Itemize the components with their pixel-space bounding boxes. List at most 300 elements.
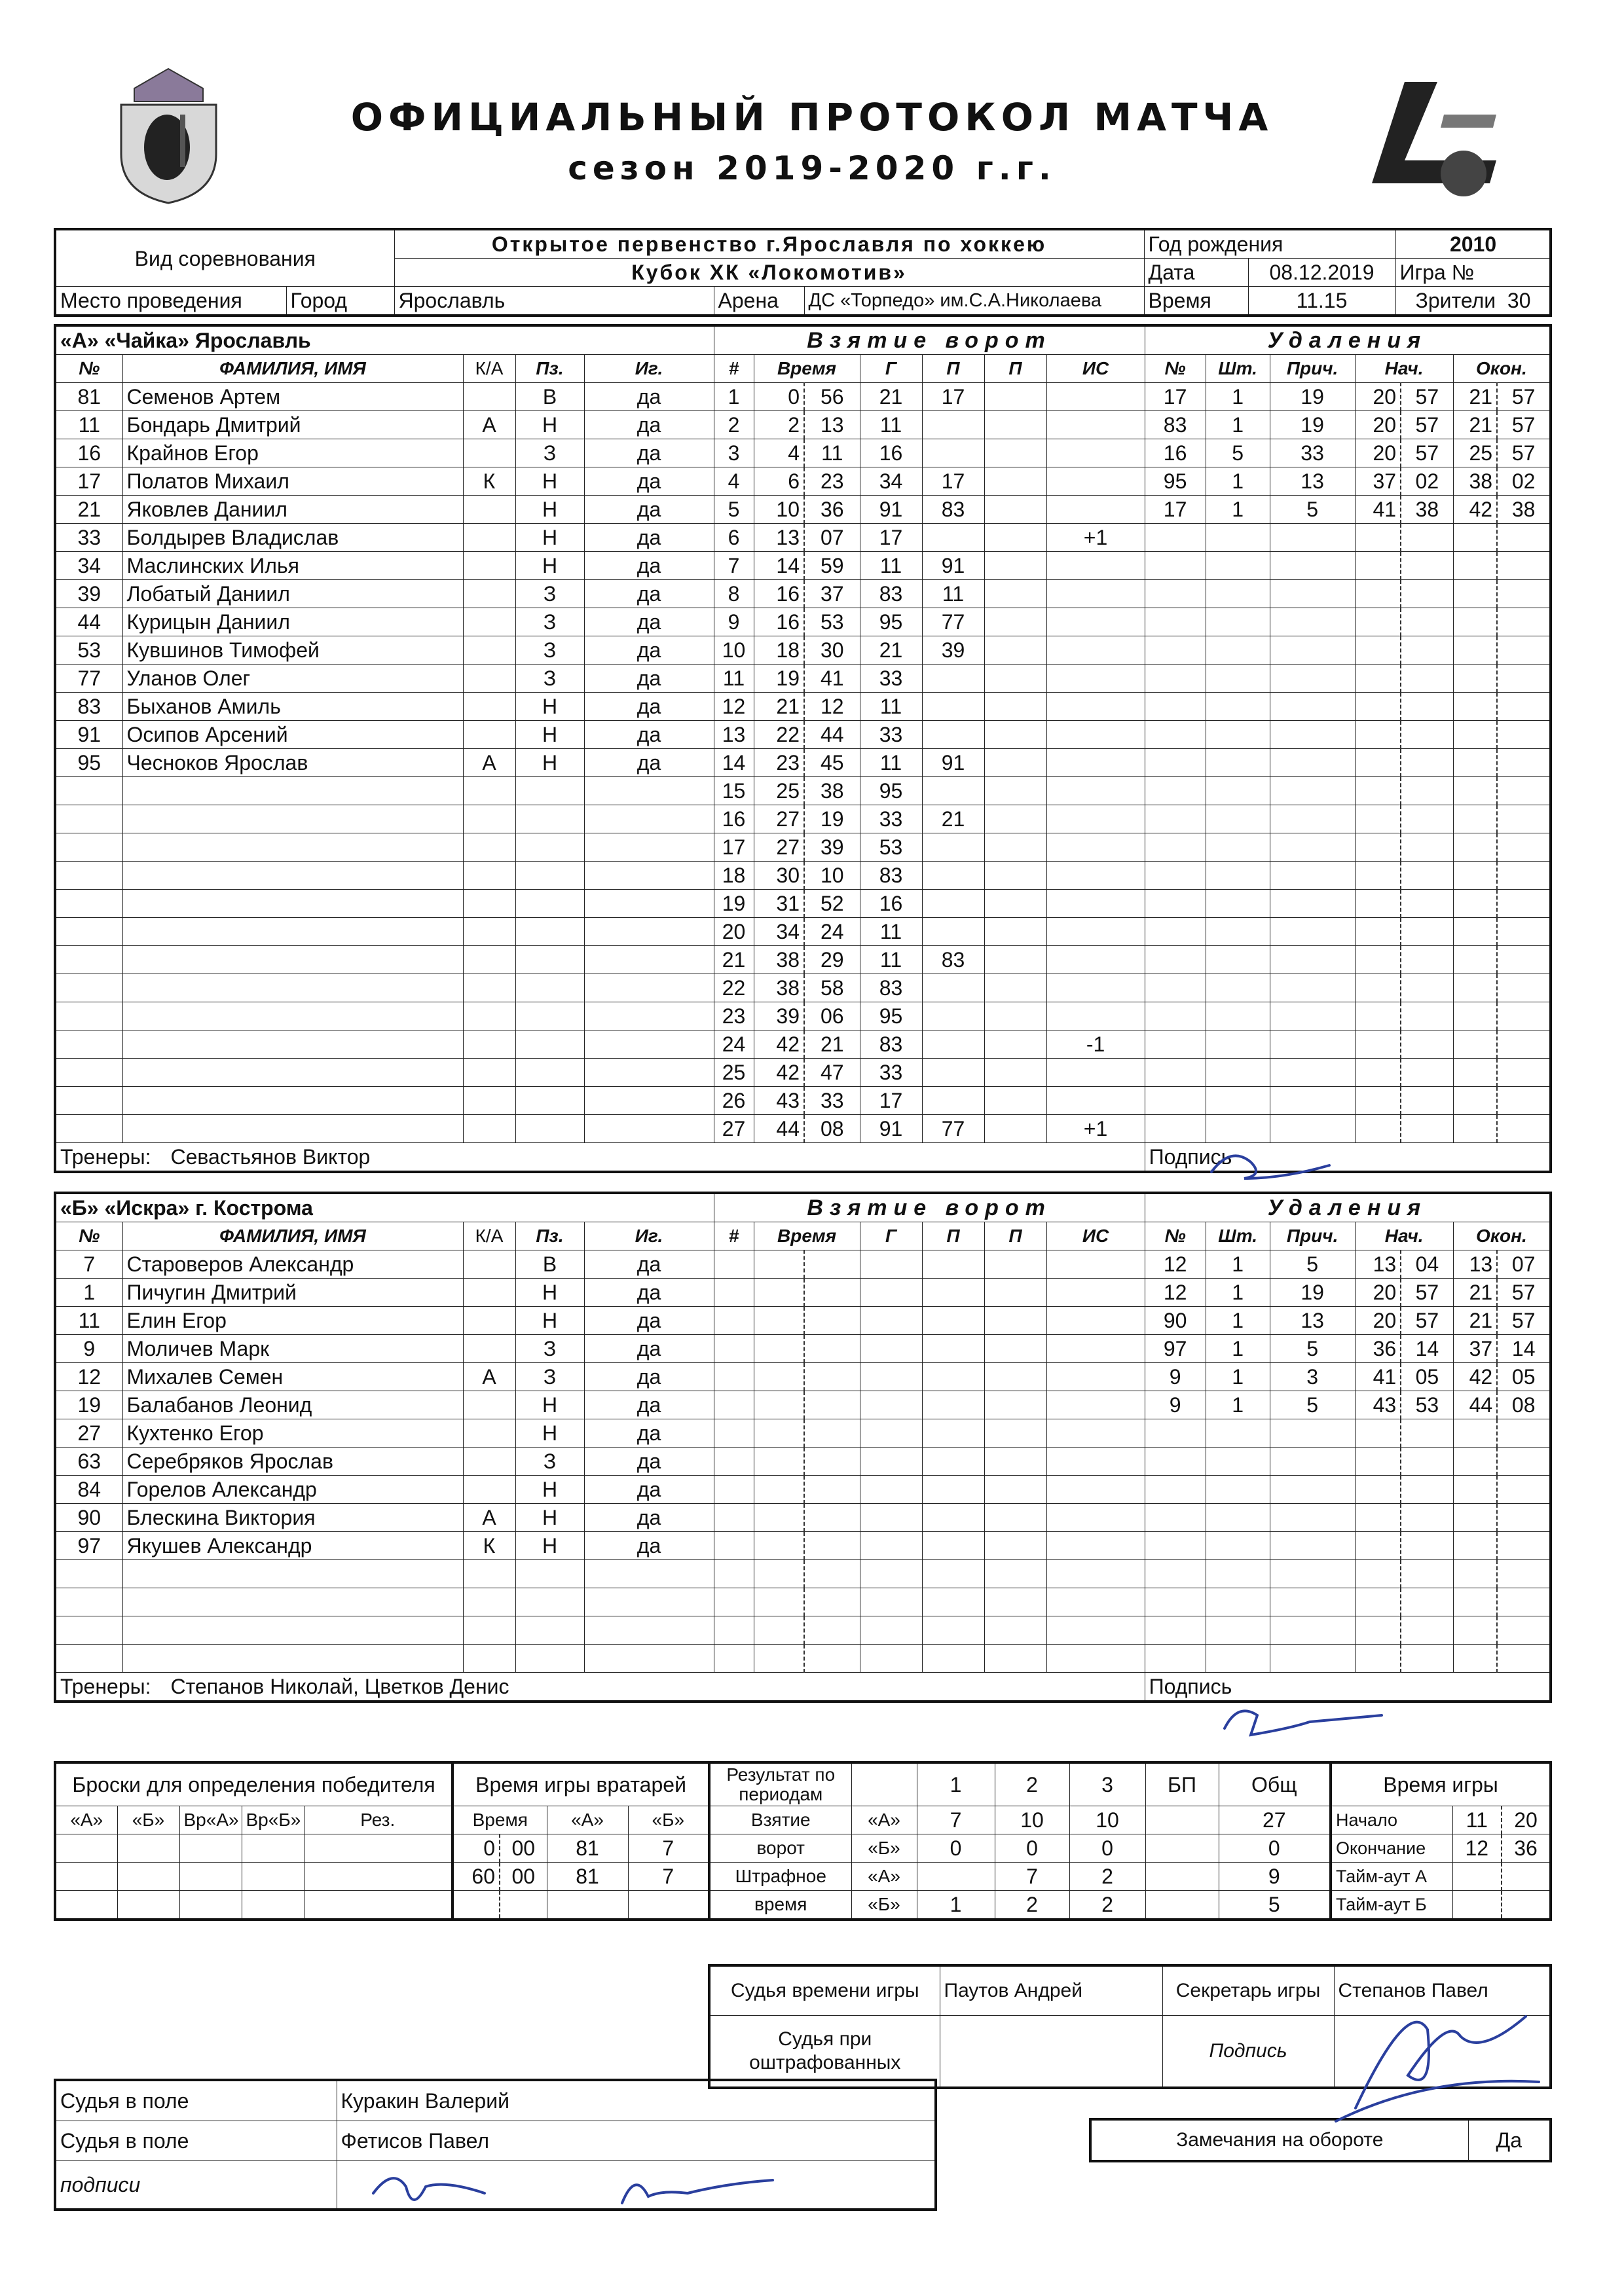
penalty-cell: 21 <box>1453 383 1497 411</box>
penalty-cell <box>1401 805 1453 833</box>
signature-ref2 <box>609 2164 779 2216</box>
player-cell <box>122 1087 463 1115</box>
gk-cell: 81 <box>547 1863 628 1891</box>
gk-cell: 60 <box>452 1863 500 1891</box>
goal-cell: 17 <box>922 383 984 411</box>
goal-cell <box>804 1448 860 1476</box>
penalty-cell <box>1145 693 1206 721</box>
goal-cell <box>922 1588 984 1616</box>
player-cell: Пичугин Дмитрий <box>122 1279 463 1307</box>
goal-cell <box>754 1476 804 1504</box>
player-cell <box>55 805 122 833</box>
so-res: Рез. <box>304 1806 452 1834</box>
goal-cell <box>922 524 984 552</box>
goal-cell <box>860 1363 922 1391</box>
goal-cell <box>804 1588 860 1616</box>
penalty-cell <box>1497 608 1551 636</box>
secretary-sign-label: Подпись <box>1162 2016 1334 2088</box>
player-cell: да <box>584 552 714 580</box>
player-cell <box>122 1059 463 1087</box>
penalty-cell: 57 <box>1497 1307 1551 1335</box>
player-cell <box>515 1059 584 1087</box>
penalty-cell <box>1401 524 1453 552</box>
player-cell <box>122 918 463 946</box>
player-cell: Курицын Даниил <box>122 608 463 636</box>
goal-cell <box>984 1645 1046 1673</box>
shootout-table <box>54 1761 454 1921</box>
player-cell <box>584 1002 714 1030</box>
goal-cell <box>1046 467 1145 496</box>
time-label: Время <box>1144 287 1248 316</box>
penalty-cell <box>1497 918 1551 946</box>
goal-cell <box>1046 1560 1145 1588</box>
goal-cell <box>754 1419 804 1448</box>
penalty-cell <box>1206 580 1270 608</box>
player-cell <box>463 721 515 749</box>
goal-cell <box>984 1588 1046 1616</box>
goal-cell: 37 <box>804 580 860 608</box>
goal-cell: 4 <box>714 467 754 496</box>
penalty-cell: 19 <box>1270 411 1355 439</box>
goal-cell <box>1046 1087 1145 1115</box>
player-cell <box>584 1087 714 1115</box>
penalty-cell <box>1145 890 1206 918</box>
goal-cell: 95 <box>860 1002 922 1030</box>
goal-cell <box>984 1279 1046 1307</box>
penalty-cell: 05 <box>1497 1363 1551 1391</box>
goal-cell <box>922 1335 984 1363</box>
goal-cell <box>1046 552 1145 580</box>
penalty-cell: 42 <box>1453 496 1497 524</box>
goal-cell: 22 <box>754 721 804 749</box>
penalty-cell <box>1497 1588 1551 1616</box>
col-header-name: ФАМИЛИЯ, ИМЯ <box>122 1222 463 1250</box>
penalty-cell <box>1453 918 1497 946</box>
player-cell <box>584 1645 714 1673</box>
player-cell <box>463 439 515 467</box>
start-m: 20 <box>1502 1806 1551 1834</box>
penalty-cell <box>1453 1059 1497 1087</box>
player-cell: К <box>463 467 515 496</box>
goal-cell <box>922 890 984 918</box>
player-cell: 7 <box>55 1250 122 1279</box>
goal-cell <box>984 946 1046 974</box>
goal-cell: 19 <box>714 890 754 918</box>
penalty-cell: 16 <box>1145 439 1206 467</box>
goal-cell: 47 <box>804 1059 860 1087</box>
penalty-cell: 20 <box>1355 1279 1401 1307</box>
penalty-cell <box>1453 1002 1497 1030</box>
goal-cell: 23 <box>714 1002 754 1030</box>
col-header-g: Г <box>860 355 922 383</box>
penalty-cell <box>1453 1616 1497 1645</box>
col-header-p2: П <box>984 1222 1046 1250</box>
goal-cell: 07 <box>804 524 860 552</box>
penalty-cell: 37 <box>1453 1335 1497 1363</box>
player-cell: А <box>463 411 515 439</box>
goal-cell <box>860 1560 922 1588</box>
player-cell: Михалев Семен <box>122 1363 463 1391</box>
goal-cell: 8 <box>714 580 754 608</box>
goal-cell <box>984 1419 1046 1448</box>
goal-cell <box>922 693 984 721</box>
goal-cell: 18 <box>714 862 754 890</box>
goal-cell <box>1046 777 1145 805</box>
penalty-cell <box>1145 1504 1206 1532</box>
player-cell <box>463 524 515 552</box>
goal-cell <box>1046 1307 1145 1335</box>
pim-label: Штрафное <box>709 1863 851 1891</box>
penalty-cell: 57 <box>1401 411 1453 439</box>
penalty-cell <box>1453 1419 1497 1448</box>
penalty-cell <box>1206 805 1270 833</box>
player-cell: Лобатый Даниил <box>122 580 463 608</box>
player-cell: Н <box>515 411 584 439</box>
goal-cell <box>754 1532 804 1560</box>
goal-cell <box>1046 1419 1145 1448</box>
player-cell: Н <box>515 1391 584 1419</box>
penalty-cell: 3 <box>1270 1363 1355 1391</box>
goals-section-title: Взятие ворот <box>714 1193 1145 1222</box>
player-cell <box>463 1250 515 1279</box>
goal-cell: 16 <box>754 580 804 608</box>
penalty-cell: 12 <box>1145 1279 1206 1307</box>
goal-cell: 20 <box>714 918 754 946</box>
goal-cell <box>754 1645 804 1673</box>
player-cell <box>55 1115 122 1143</box>
goal-cell: 30 <box>804 636 860 665</box>
penalty-cell <box>1401 636 1453 665</box>
goal-cell <box>860 1448 922 1476</box>
goal-cell <box>922 1419 984 1448</box>
goal-cell: 11 <box>714 665 754 693</box>
penalty-cell <box>1453 1560 1497 1588</box>
goal-cell <box>984 974 1046 1002</box>
penalty-cell: 20 <box>1355 411 1401 439</box>
player-cell <box>463 1588 515 1616</box>
goal-cell <box>984 467 1046 496</box>
cell: 2 <box>995 1891 1069 1920</box>
penalty-cell: 5 <box>1270 1391 1355 1419</box>
penalty-cell <box>1355 1030 1401 1059</box>
goal-cell <box>922 1616 984 1645</box>
goal-cell <box>1046 946 1145 974</box>
player-cell: да <box>584 439 714 467</box>
venue-label: Место проведения <box>55 287 286 316</box>
goal-cell: 33 <box>860 805 922 833</box>
player-cell: 12 <box>55 1363 122 1391</box>
player-cell <box>463 580 515 608</box>
signature-a <box>1205 1142 1336 1188</box>
player-cell <box>55 918 122 946</box>
penalty-cell <box>1206 1002 1270 1030</box>
player-cell: Н <box>515 1307 584 1335</box>
period-results <box>708 1761 1332 1921</box>
penalty-cell <box>1270 608 1355 636</box>
col-header-time: Время <box>754 1222 860 1250</box>
player-cell <box>463 1059 515 1087</box>
col-header-pen_no: № <box>1145 1222 1206 1250</box>
player-cell: 1 <box>55 1279 122 1307</box>
penalty-cell: 1 <box>1206 1363 1270 1391</box>
goal-cell <box>1046 1476 1145 1504</box>
penalty-cell: 14 <box>1401 1335 1453 1363</box>
cell: 9 <box>1219 1863 1331 1891</box>
penalty-cell <box>1355 1588 1401 1616</box>
goal-cell: 16 <box>860 890 922 918</box>
penalty-cell <box>1453 608 1497 636</box>
penalty-cell <box>1355 580 1401 608</box>
player-cell: да <box>584 1279 714 1307</box>
coaches-label: Тренеры: <box>60 1675 151 1698</box>
goal-cell <box>714 1560 754 1588</box>
goal-cell <box>804 1532 860 1560</box>
goal-cell <box>860 1645 922 1673</box>
penalty-cell <box>1355 721 1401 749</box>
player-cell <box>463 974 515 1002</box>
penalty-cell: 04 <box>1401 1250 1453 1279</box>
penalty-cell <box>1355 833 1401 862</box>
goal-cell <box>922 665 984 693</box>
so-gb: Вр«Б» <box>242 1806 304 1834</box>
player-cell: Н <box>515 496 584 524</box>
date-label: Дата <box>1144 259 1248 287</box>
signature-label: Подпись <box>1145 1143 1551 1173</box>
penalty-cell: 08 <box>1497 1391 1551 1419</box>
cell <box>1145 1806 1219 1834</box>
goal-cell: 17 <box>860 524 922 552</box>
goal-cell <box>1046 918 1145 946</box>
goal-cell: 2 <box>714 411 754 439</box>
goal-cell <box>922 411 984 439</box>
goal-cell <box>922 1279 984 1307</box>
so-b: «Б» <box>117 1806 179 1834</box>
start-h: 11 <box>1452 1806 1502 1834</box>
col-header-pen_min: Шт. <box>1206 1222 1270 1250</box>
penalty-cell <box>1145 1532 1206 1560</box>
penalty-cell <box>1401 665 1453 693</box>
player-cell <box>55 974 122 1002</box>
penalty-cell <box>1270 918 1355 946</box>
goal-cell <box>714 1279 754 1307</box>
goal-cell: 10 <box>804 862 860 890</box>
player-cell <box>463 918 515 946</box>
player-cell: да <box>584 608 714 636</box>
goal-cell: 33 <box>804 1087 860 1115</box>
player-cell <box>122 946 463 974</box>
player-cell: 91 <box>55 721 122 749</box>
penalty-cell: 5 <box>1206 439 1270 467</box>
penalty-cell <box>1270 721 1355 749</box>
penalty-cell: 17 <box>1145 496 1206 524</box>
penalty-cell <box>1453 1588 1497 1616</box>
penalty-cell <box>1270 1030 1355 1059</box>
penalty-cell <box>1453 524 1497 552</box>
goal-cell: 83 <box>922 946 984 974</box>
penalty-cell <box>1270 552 1355 580</box>
coaches-names: Севастьянов Виктор <box>170 1145 371 1169</box>
goal-cell <box>922 1002 984 1030</box>
player-cell <box>515 974 584 1002</box>
penalty-cell: 20 <box>1355 1307 1401 1335</box>
penalty-cell <box>1497 1616 1551 1645</box>
goal-cell: 11 <box>860 411 922 439</box>
penalty-cell <box>1206 1645 1270 1673</box>
goal-cell <box>804 1645 860 1673</box>
player-cell <box>463 1087 515 1115</box>
player-cell <box>122 1588 463 1616</box>
player-cell <box>584 974 714 1002</box>
penalty-cell <box>1206 693 1270 721</box>
page-title: ОФИЦИАЛЬНЫЙ ПРОТОКОЛ МАТЧА <box>350 95 1274 139</box>
cell: 7 <box>917 1806 995 1834</box>
goal-cell: 77 <box>922 608 984 636</box>
goal-cell: 29 <box>804 946 860 974</box>
penalty-cell <box>1453 777 1497 805</box>
goal-cell <box>804 1616 860 1645</box>
penalty-cell <box>1497 1645 1551 1673</box>
goal-cell <box>1046 1002 1145 1030</box>
goal-cell: 12 <box>714 693 754 721</box>
penalty-cell: 57 <box>1497 383 1551 411</box>
penalty-cell <box>1206 1504 1270 1532</box>
goal-cell: 15 <box>714 777 754 805</box>
goal-cell: 11 <box>804 439 860 467</box>
penalty-cell <box>1355 1059 1401 1087</box>
col-header-is: ИС <box>1046 355 1145 383</box>
penalty-cell: 19 <box>1270 383 1355 411</box>
player-cell <box>122 862 463 890</box>
goal-cell: +1 <box>1046 1115 1145 1143</box>
penalty-cell <box>1355 1115 1401 1143</box>
penalty-cell <box>1497 974 1551 1002</box>
goal-cell <box>754 1391 804 1419</box>
player-cell <box>463 1391 515 1419</box>
player-cell <box>584 1059 714 1087</box>
goal-cell: 34 <box>860 467 922 496</box>
goal-cell <box>714 1250 754 1279</box>
penalty-cell: 14 <box>1497 1335 1551 1363</box>
goal-cell <box>984 1448 1046 1476</box>
goal-cell <box>804 1250 860 1279</box>
col-header-p2: П <box>984 355 1046 383</box>
goal-cell <box>984 777 1046 805</box>
arena-label: Арена <box>714 287 804 316</box>
penalty-cell <box>1355 777 1401 805</box>
goal-cell: 5 <box>714 496 754 524</box>
goal-cell: 41 <box>804 665 860 693</box>
player-cell: 83 <box>55 693 122 721</box>
goal-cell <box>922 1391 984 1419</box>
penalty-cell <box>1497 749 1551 777</box>
penalty-cell <box>1453 1030 1497 1059</box>
penalty-cell <box>1401 1616 1453 1645</box>
penalty-cell <box>1206 974 1270 1002</box>
player-cell: 97 <box>55 1532 122 1560</box>
player-cell <box>584 946 714 974</box>
penalty-cell: 13 <box>1270 467 1355 496</box>
remarks-value: Да <box>1468 2119 1551 2161</box>
penalty-cell <box>1401 974 1453 1002</box>
coaches-row <box>55 1673 1145 1702</box>
penalty-cell <box>1270 1059 1355 1087</box>
penalty-cell <box>1355 862 1401 890</box>
goal-cell: 14 <box>714 749 754 777</box>
penalty-cell <box>1206 1115 1270 1143</box>
penalty-cell <box>1453 805 1497 833</box>
goal-cell: 38 <box>754 946 804 974</box>
team-title: «А» «Чайка» Ярославль <box>55 325 714 355</box>
penalty-cell <box>1145 1059 1206 1087</box>
col-header-p: П <box>922 355 984 383</box>
goal-cell: 0 <box>754 383 804 411</box>
player-cell: З <box>515 1363 584 1391</box>
goal-cell <box>1046 833 1145 862</box>
penalty-cell: 20 <box>1355 383 1401 411</box>
penalty-cell: 90 <box>1145 1307 1206 1335</box>
penalty-cell <box>1206 946 1270 974</box>
penalty-cell: 83 <box>1145 411 1206 439</box>
goal-cell: 6 <box>754 467 804 496</box>
goal-cell: 11 <box>860 693 922 721</box>
penalty-cell: 13 <box>1355 1250 1401 1279</box>
gametime-label: Время игры <box>1331 1762 1551 1806</box>
penalty-cell: 33 <box>1270 439 1355 467</box>
timeout-b-label: Тайм-аут Б <box>1331 1891 1452 1920</box>
goal-cell <box>984 524 1046 552</box>
player-cell <box>463 1616 515 1645</box>
player-cell: да <box>584 636 714 665</box>
so-ga: Вр«А» <box>179 1806 242 1834</box>
penalty-cell <box>1206 524 1270 552</box>
goal-cell: 11 <box>860 552 922 580</box>
player-cell <box>463 1279 515 1307</box>
player-cell: З <box>515 665 584 693</box>
penalty-cell: 1 <box>1206 1250 1270 1279</box>
player-cell: да <box>584 1307 714 1335</box>
player-cell <box>463 1002 515 1030</box>
timekeeper-label: Судья времени игры <box>709 1965 940 2016</box>
penalty-cell <box>1401 1645 1453 1673</box>
secretary-label: Секретарь игры <box>1162 1965 1334 2016</box>
goal-cell <box>922 1250 984 1279</box>
goal-cell: 39 <box>754 1002 804 1030</box>
city-label: Город <box>286 287 394 316</box>
cell: 10 <box>995 1806 1069 1834</box>
goal-cell <box>984 636 1046 665</box>
penalty-cell <box>1453 862 1497 890</box>
cell: 0 <box>1219 1834 1331 1863</box>
goal-cell: 11 <box>860 918 922 946</box>
player-cell: да <box>584 1504 714 1532</box>
penalty-cell <box>1401 1059 1453 1087</box>
player-cell: Н <box>515 749 584 777</box>
player-cell <box>463 777 515 805</box>
player-cell <box>463 946 515 974</box>
player-cell <box>463 1307 515 1335</box>
col-header-ka: К/А <box>463 1222 515 1250</box>
end-h: 12 <box>1452 1834 1502 1863</box>
penalty-cell <box>1206 1087 1270 1115</box>
so-a: «А» <box>55 1806 117 1834</box>
penalty-cell <box>1453 693 1497 721</box>
player-cell <box>122 805 463 833</box>
player-cell: Быханов Амиль <box>122 693 463 721</box>
penalty-cell <box>1497 1115 1551 1143</box>
player-cell <box>463 833 515 862</box>
goal-cell: 10 <box>714 636 754 665</box>
team-title: «Б» «Искра» г. Кострома <box>55 1193 714 1222</box>
